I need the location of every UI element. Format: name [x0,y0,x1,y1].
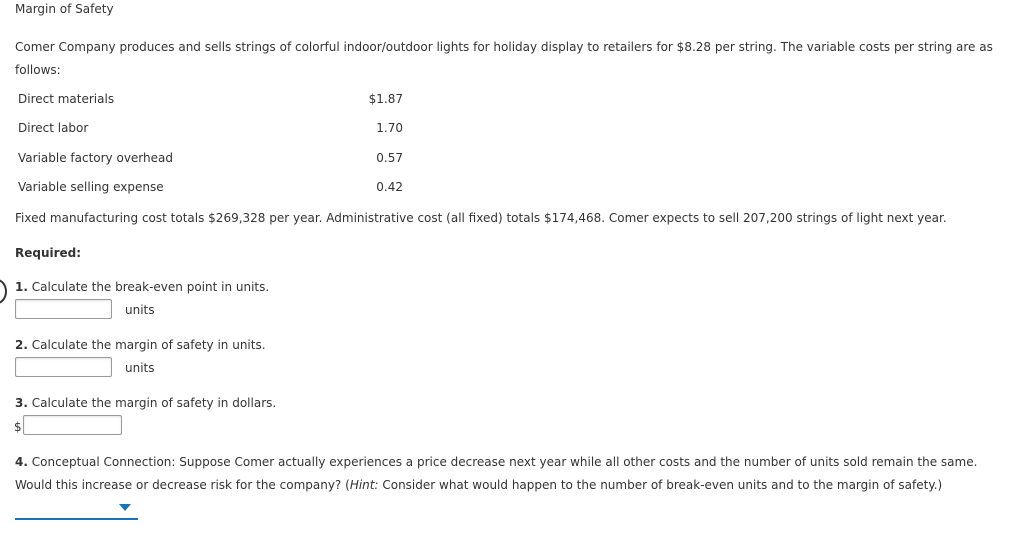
question-4-hint-label: Hint: [349,478,379,492]
break-even-units-input[interactable] [15,299,112,319]
margin-of-safety-dollars-input[interactable] [23,415,122,435]
page-title: Margin of Safety [15,2,114,16]
question-2-text: Calculate the margin of safety in units. [31,338,266,352]
cost-value-variable-selling-expense: 0.42 [376,180,403,194]
question-3 [15,396,276,410]
cost-label-variable-selling-expense: Variable selling expense [18,180,164,194]
question-2 [15,338,266,352]
cost-value-direct-labor: 1.70 [376,121,403,135]
question-marker [0,279,7,304]
cost-label-direct-materials: Direct materials [18,92,115,106]
question-1-text: Calculate the break-even point in units. [31,280,270,294]
cost-value-direct-materials: $1.87 [368,92,403,106]
question-1-unit: units [125,303,155,317]
cost-label-direct-labor: Direct labor [18,121,89,135]
dollar-sign: $ [14,420,22,434]
cost-value-variable-factory-overhead: 0.57 [376,151,403,165]
question-4-text: Conceptual Connection: Suppose Comer actually experiences a price decrease next year while all other costs and the number of units sold remain the same. Would this increase or decrease risk for the company? ( [15,455,978,492]
dropdown-arrow-icon [119,504,131,511]
cost-label-variable-factory-overhead: Variable factory overhead [18,151,173,165]
question-3-number: 3. [15,396,28,410]
risk-dropdown[interactable] [15,497,138,520]
required-heading: Required: [15,246,82,260]
question-4-number: 4. [15,455,28,469]
fixed-cost-text: Fixed manufacturing cost totals $269,328 per year. Administrative cost (all fixed) totals $174,468. Comer expects to sell 207,200 strings of light next year. [15,211,947,225]
problem-intro: Comer Company produces and sells strings of colorful indoor/outdoor lights for holiday display to retailers for $8.28 per string. The variable costs per string are as follows: [15,40,993,77]
question-2-number: 2. [15,338,28,352]
question-3-text: Calculate the margin of safety in dollars. [31,396,277,410]
question-2-unit: units [125,361,155,375]
question-4-hint-text: Consider what would happen to the number of break-even units and to the margin of safety.) [378,478,943,492]
question-1 [15,280,269,294]
margin-of-safety-units-input[interactable] [15,357,112,377]
question-1-number: 1. [15,280,28,294]
question-4 [15,451,1010,497]
